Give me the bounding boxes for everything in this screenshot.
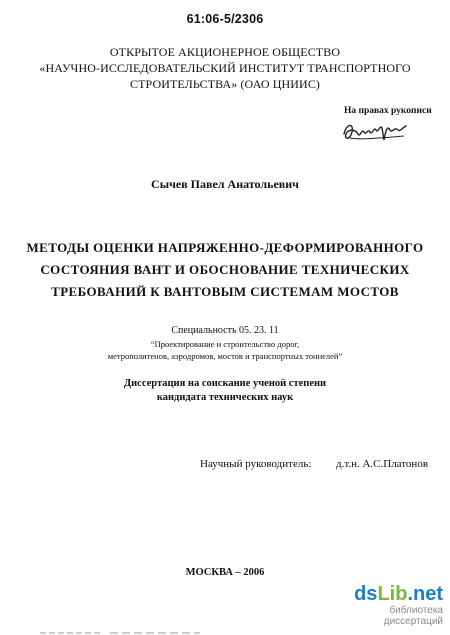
author-name: Сычев Павел Анатольевич [151, 177, 299, 191]
watermark-lib: Lib [377, 583, 408, 605]
dslib-watermark[interactable] [343, 583, 443, 627]
specialty-line-1: “Проектирование и строительство дорог, [150, 339, 300, 349]
organization-line-3: СТРОИТЕЛЬСТВА» (ОАО ЦНИИС) [129, 77, 321, 91]
dissertation-line-1: Диссертация на соискание ученой степени [123, 378, 327, 389]
city-year: МОСКВА – 2006 [185, 567, 265, 578]
signature-image [340, 118, 410, 146]
watermark-subtitle: библиотека диссертаций [383, 605, 443, 627]
bottom-scan-edge [0, 630, 450, 635]
organization-line-1: ОТКРЫТОЕ АКЦИОНЕРНОЕ ОБЩЕСТВО [109, 45, 341, 59]
dissertation-line-2: кандидата технических наук [156, 392, 294, 403]
supervisor-label: Научный руководитель: [200, 458, 312, 470]
thesis-title-line-1: МЕТОДЫ ОЦЕНКИ НАПРЯЖЕННО-ДЕФОРМИРОВАННОГО [26, 240, 424, 255]
watermark-net: .net [407, 583, 443, 605]
specialty-code: Специальность 05. 23. 11 [171, 325, 279, 336]
specialty-line-2: метрополитенов, аэродромов, мостов и транспортных тоннелей” [107, 351, 343, 361]
rights-note: На правах рукописи [344, 106, 432, 116]
organization-line-2: «НАУЧНО-ИССЛЕДОВАТЕЛЬСКИЙ ИНСТИТУТ ТРАНСПОРТНОГО [39, 61, 411, 75]
watermark-ds: ds [354, 583, 378, 605]
thesis-title-line-3: ТРЕБОВАНИЙ К ВАНТОВЫМ СИСТЕМАМ МОСТОВ [51, 284, 399, 299]
supervisor-name: д.т.н. А.С.Платонов [336, 458, 429, 470]
thesis-title-line-2: СОСТОЯНИЯ ВАНТ И ОБОСНОВАНИЕ ТЕХНИЧЕСКИХ [40, 262, 410, 277]
watermark-logo [343, 583, 443, 605]
catalog-number: 61:06-5/2306 [186, 12, 264, 26]
